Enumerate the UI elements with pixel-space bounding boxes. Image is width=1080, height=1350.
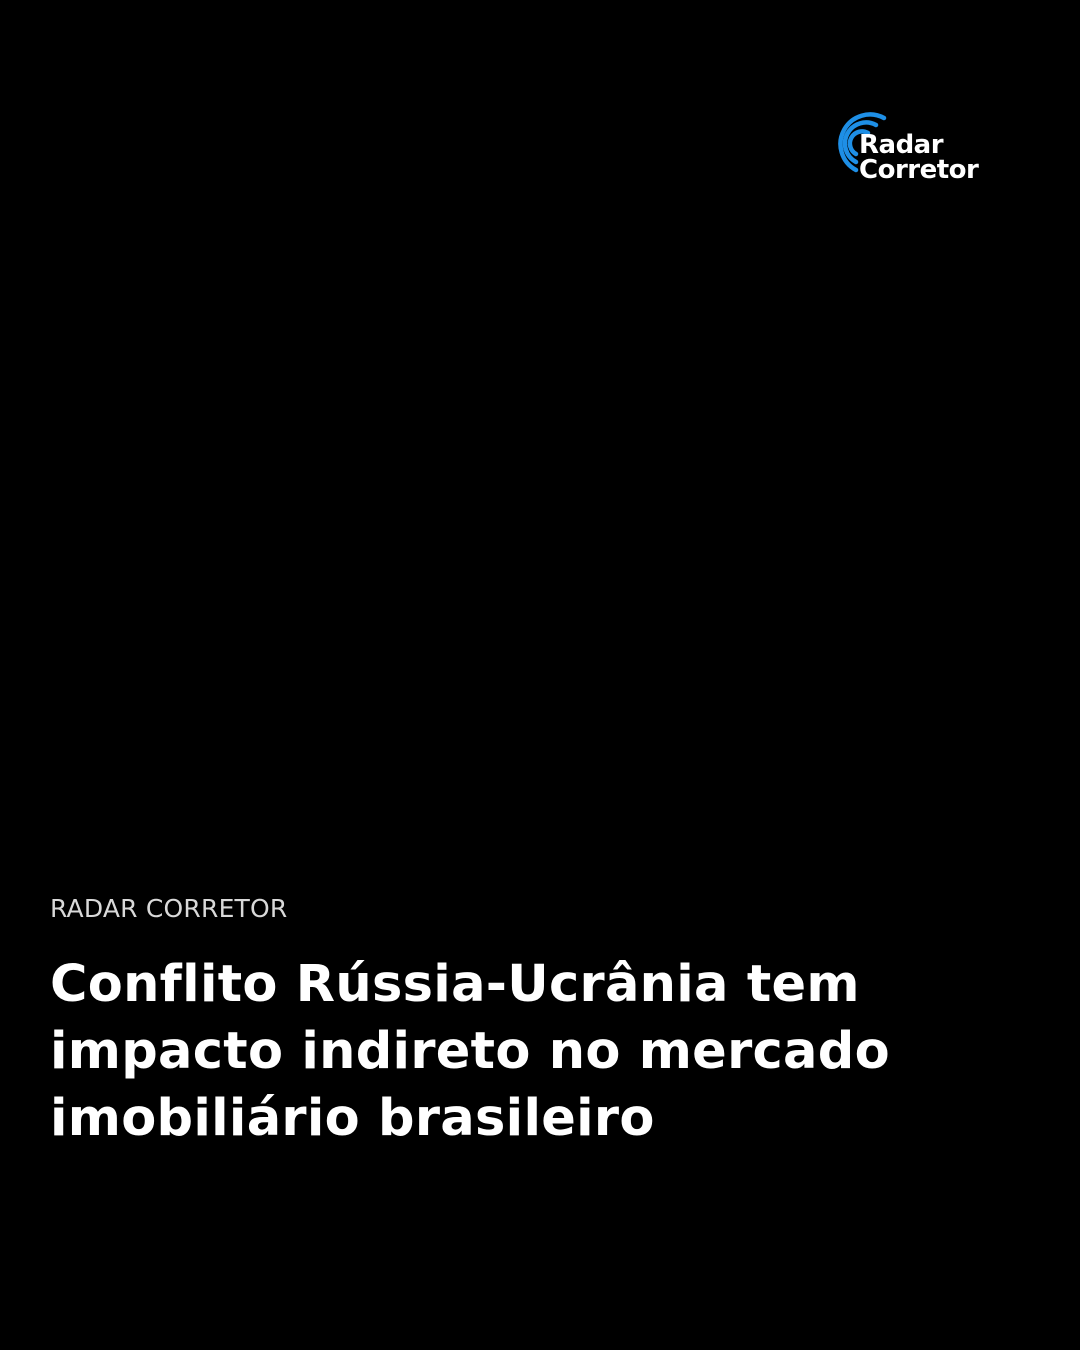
brand-logo	[828, 112, 998, 192]
logo-wordmark	[859, 130, 979, 185]
logo-line-1: Radar	[859, 130, 944, 160]
logo-line-2: Corretor	[859, 155, 979, 185]
kicker-label: RADAR CORRETOR	[50, 894, 288, 923]
headline: Conflito Rússia-Ucrânia tem impacto indireto no mercado imobiliário brasileiro	[50, 955, 890, 1148]
